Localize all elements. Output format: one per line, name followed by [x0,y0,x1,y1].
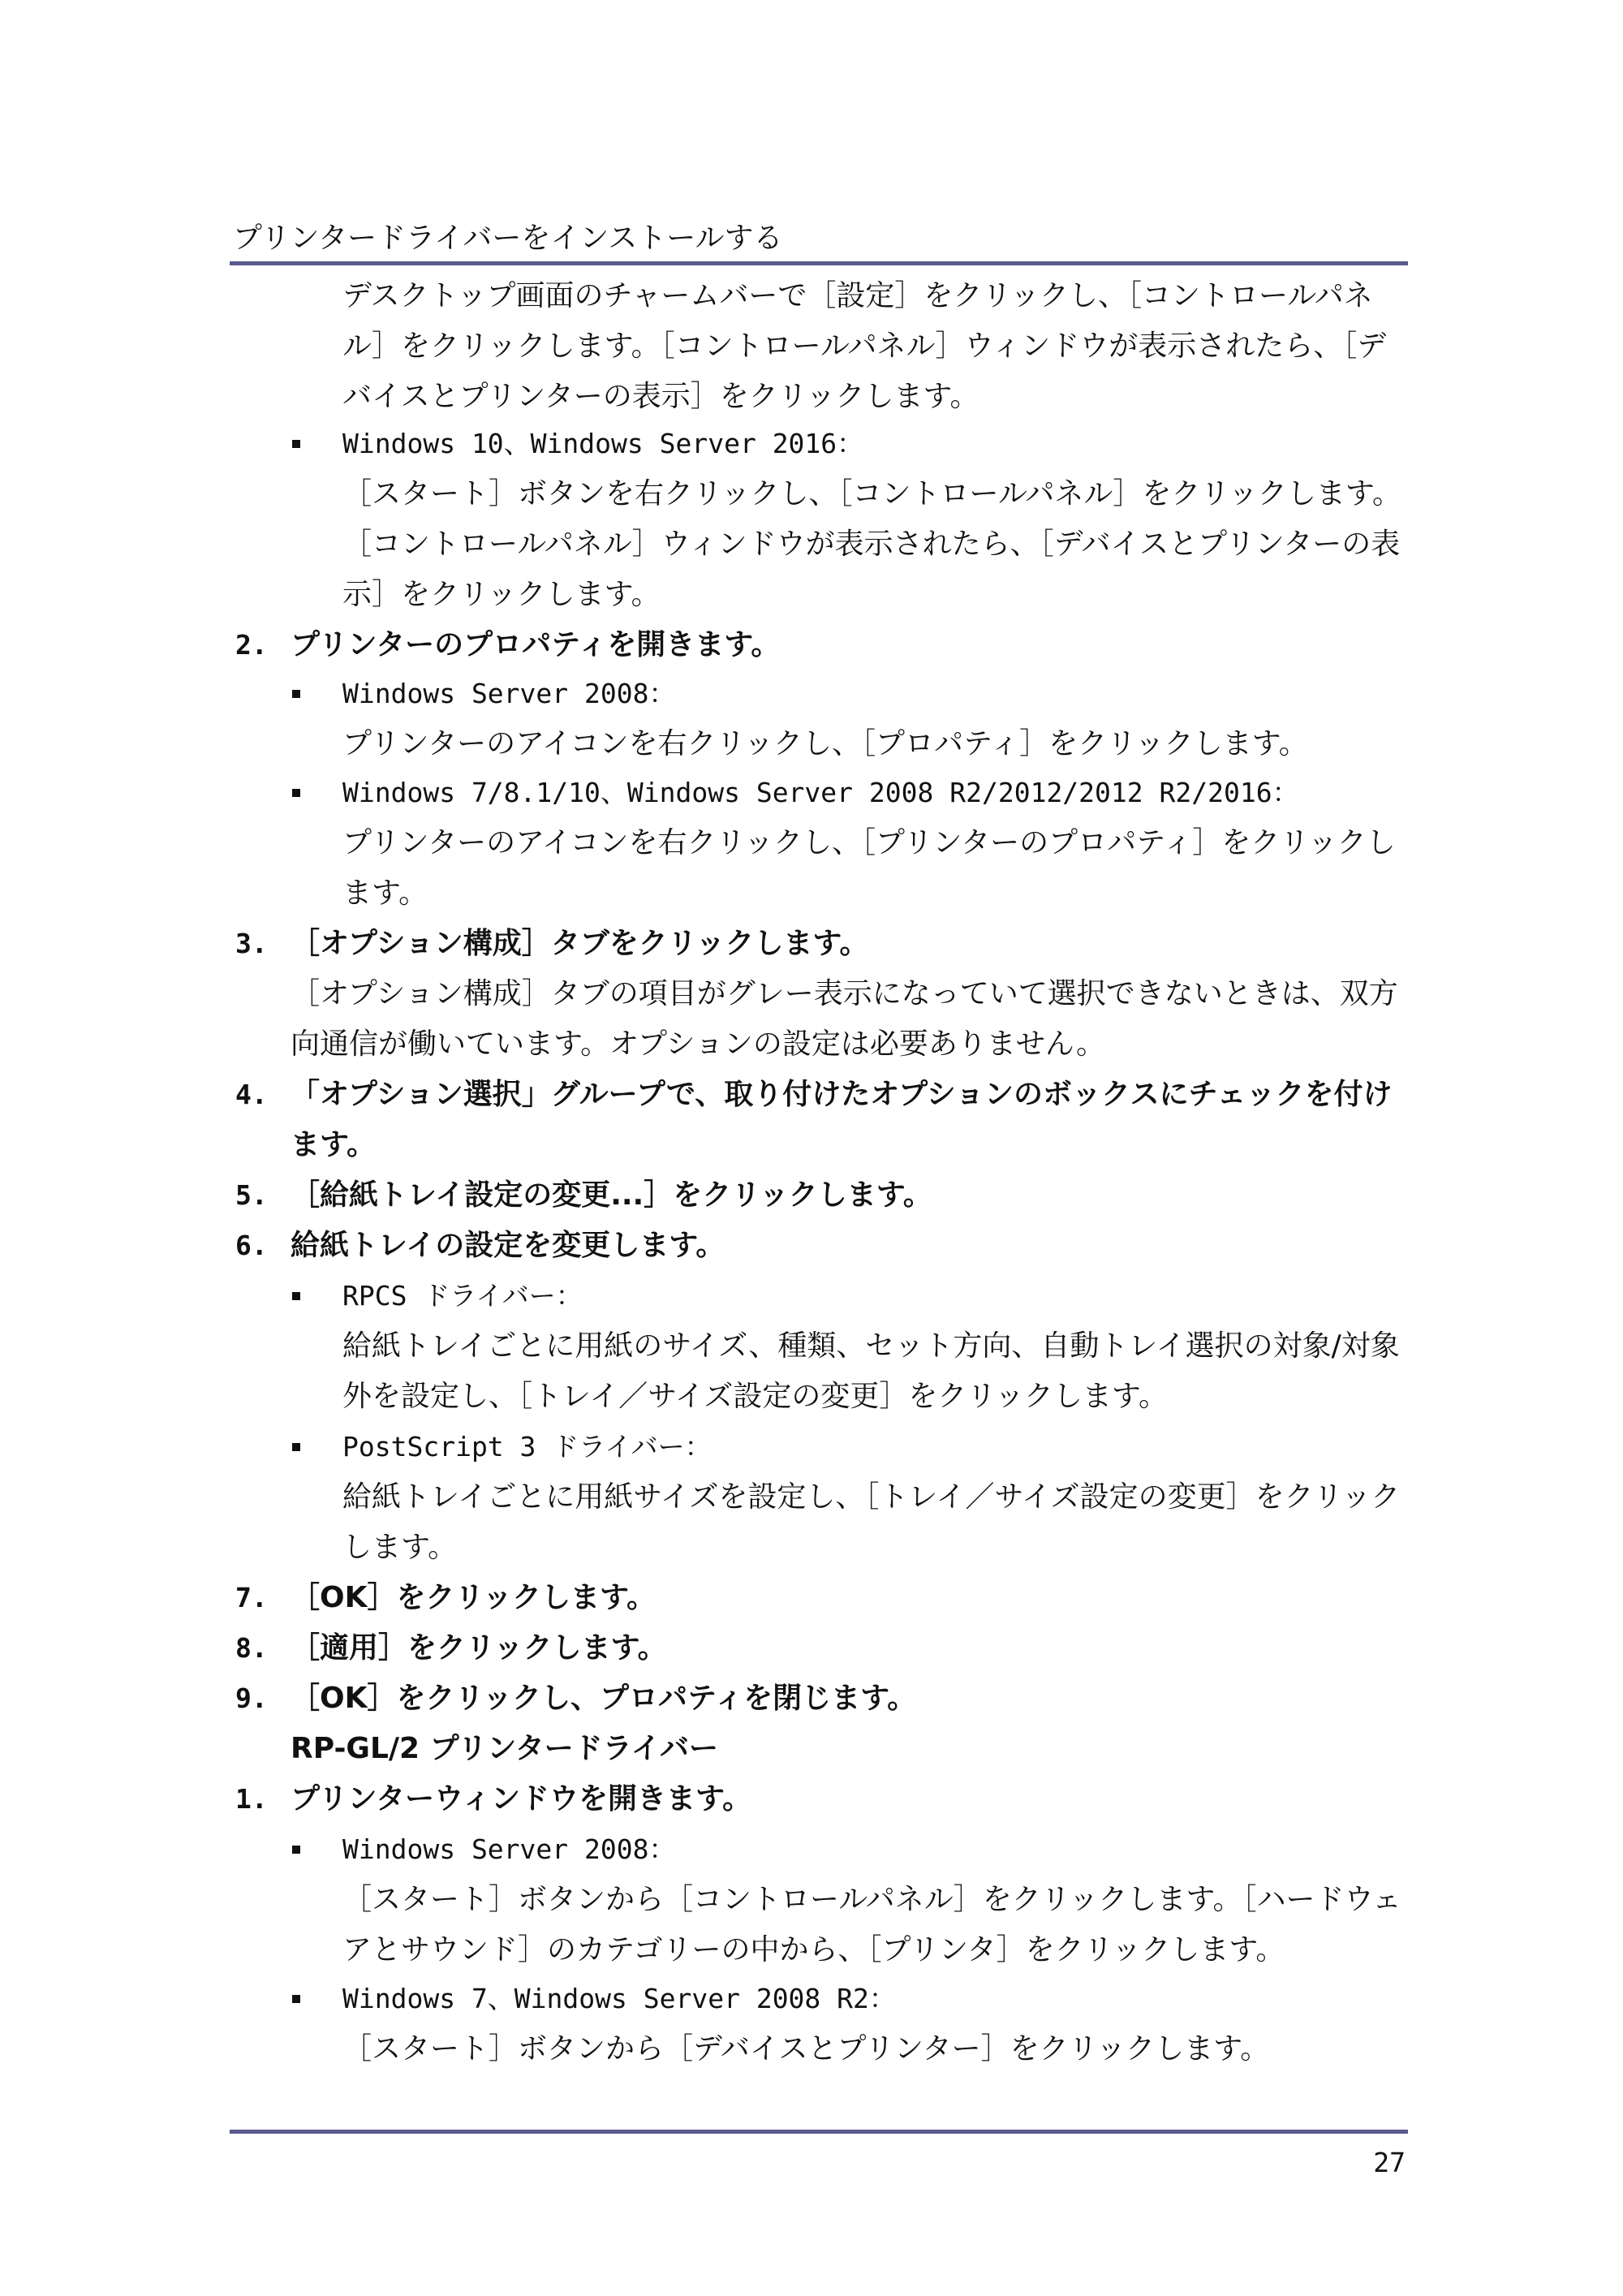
bullet-heading: Windows Server 2008： [342,678,676,709]
body-line: ［コントロールパネル］ウィンドウが表示されたら、［デバイスとプリンターの表 [342,528,1401,561]
page-header-title: プリンタードライバーをインストールする [233,222,783,255]
bullet-heading: RPCS ドライバー： [342,1280,583,1312]
bullet-icon [292,440,300,448]
body-line: ル］をクリックします。［コントロールパネル］ウィンドウが表示されたら、［デ [342,330,1387,363]
step-number: 7. [235,1582,268,1613]
body-line: 示］をクリックします。 [342,578,661,611]
step-number: 9. [235,1682,268,1714]
step-heading: プリンターウィンドウを開きます。 [291,1782,752,1816]
step-number: 8. [235,1632,268,1664]
step-heading: 給紙トレイの設定を変更します。 [291,1229,725,1262]
body-line: バイスとプリンターの表示］をクリックします。 [342,380,979,413]
bullet-heading: Windows 7/8.1/10、Windows Server 2008 R2/2012/2012 R2/2016： [342,777,1299,808]
bullet-icon [292,789,300,797]
bullet-icon [292,1443,300,1451]
step-number: 1. [235,1783,268,1815]
bullet-heading: Windows 10、Windows Server 2016： [342,428,864,459]
body-line: します。 [342,1531,458,1564]
body-line: 向通信が働いています。オプションの設定は必要ありません。 [291,1027,1106,1061]
step-number: 3. [235,928,268,959]
step-heading: プリンターのプロパティを開きます。 [291,628,781,661]
page-number: 27 [1373,2147,1406,2178]
body-line: ［オプション構成］タブの項目がグレー表示になっていて選択できないときは、双方 [291,977,1398,1010]
footer-rule [230,2130,1408,2134]
body-line: 給紙トレイごとに用紙のサイズ、種類、セット方向、自動トレイ選択の対象/対象 [342,1329,1400,1363]
step-heading: ［オプション構成］タブをクリックします。 [291,927,869,960]
body-line: アとサウンド］のカテゴリーの中から、［プリンタ］をクリックします。 [342,1933,1285,1966]
bullet-icon [292,690,300,698]
bullet-icon [292,1846,300,1854]
step-heading: ［OK］をクリックします。 [291,1581,657,1614]
header-rule [230,261,1408,265]
body-line: デスクトップ画面のチャームバーで［設定］をクリックし、［コントロールパネ [342,279,1373,312]
section-heading: RP-GL/2 プリンタードライバー [291,1732,718,1765]
bullet-heading: PostScript 3 ドライバー： [342,1431,712,1462]
body-line: ［スタート］ボタンを右クリックし、［コントロールパネル］をクリックします。 [342,477,1402,510]
step-number: 2. [235,629,268,661]
bullet-icon [292,1995,300,2003]
body-line: ［スタート］ボタンから［コントロールパネル］をクリックします。［ハードウェ [342,1883,1402,1916]
bullet-icon [292,1292,300,1300]
body-line: ます。 [342,877,428,910]
body-line: 給紙トレイごとに用紙サイズを設定し、［トレイ／サイズ設定の変更］をクリック [342,1480,1401,1514]
body-line: ［スタート］ボタンから［デバイスとプリンター］をクリックします。 [342,2032,1270,2066]
step-heading: ［OK］をクリックし、プロパティを閉じます。 [291,1682,917,1715]
step-number: 6. [235,1230,268,1261]
bullet-heading: Windows Server 2008： [342,1833,676,1865]
bullet-heading: Windows 7、Windows Server 2008 R2： [342,1983,896,2014]
body-line: プリンターのアイコンを右クリックし、［プリンターのプロパティ］をクリックし [342,826,1396,859]
step-heading: 「オプション選択」グループで、取り付けたオプションのボックスにチェックを付け [291,1078,1393,1111]
body-line: 外を設定し、［トレイ／サイズ設定の変更］をクリックします。 [342,1380,1169,1413]
step-heading: ます。 [291,1128,377,1161]
step-heading: ［給紙トレイ設定の変更...］をクリックします。 [291,1178,932,1212]
step-number: 4. [235,1079,268,1110]
step-number: 5. [235,1179,268,1211]
step-heading: ［適用］をクリックします。 [291,1631,667,1665]
body-line: プリンターのアイコンを右クリックし、［プロパティ］をクリックします。 [342,727,1308,760]
